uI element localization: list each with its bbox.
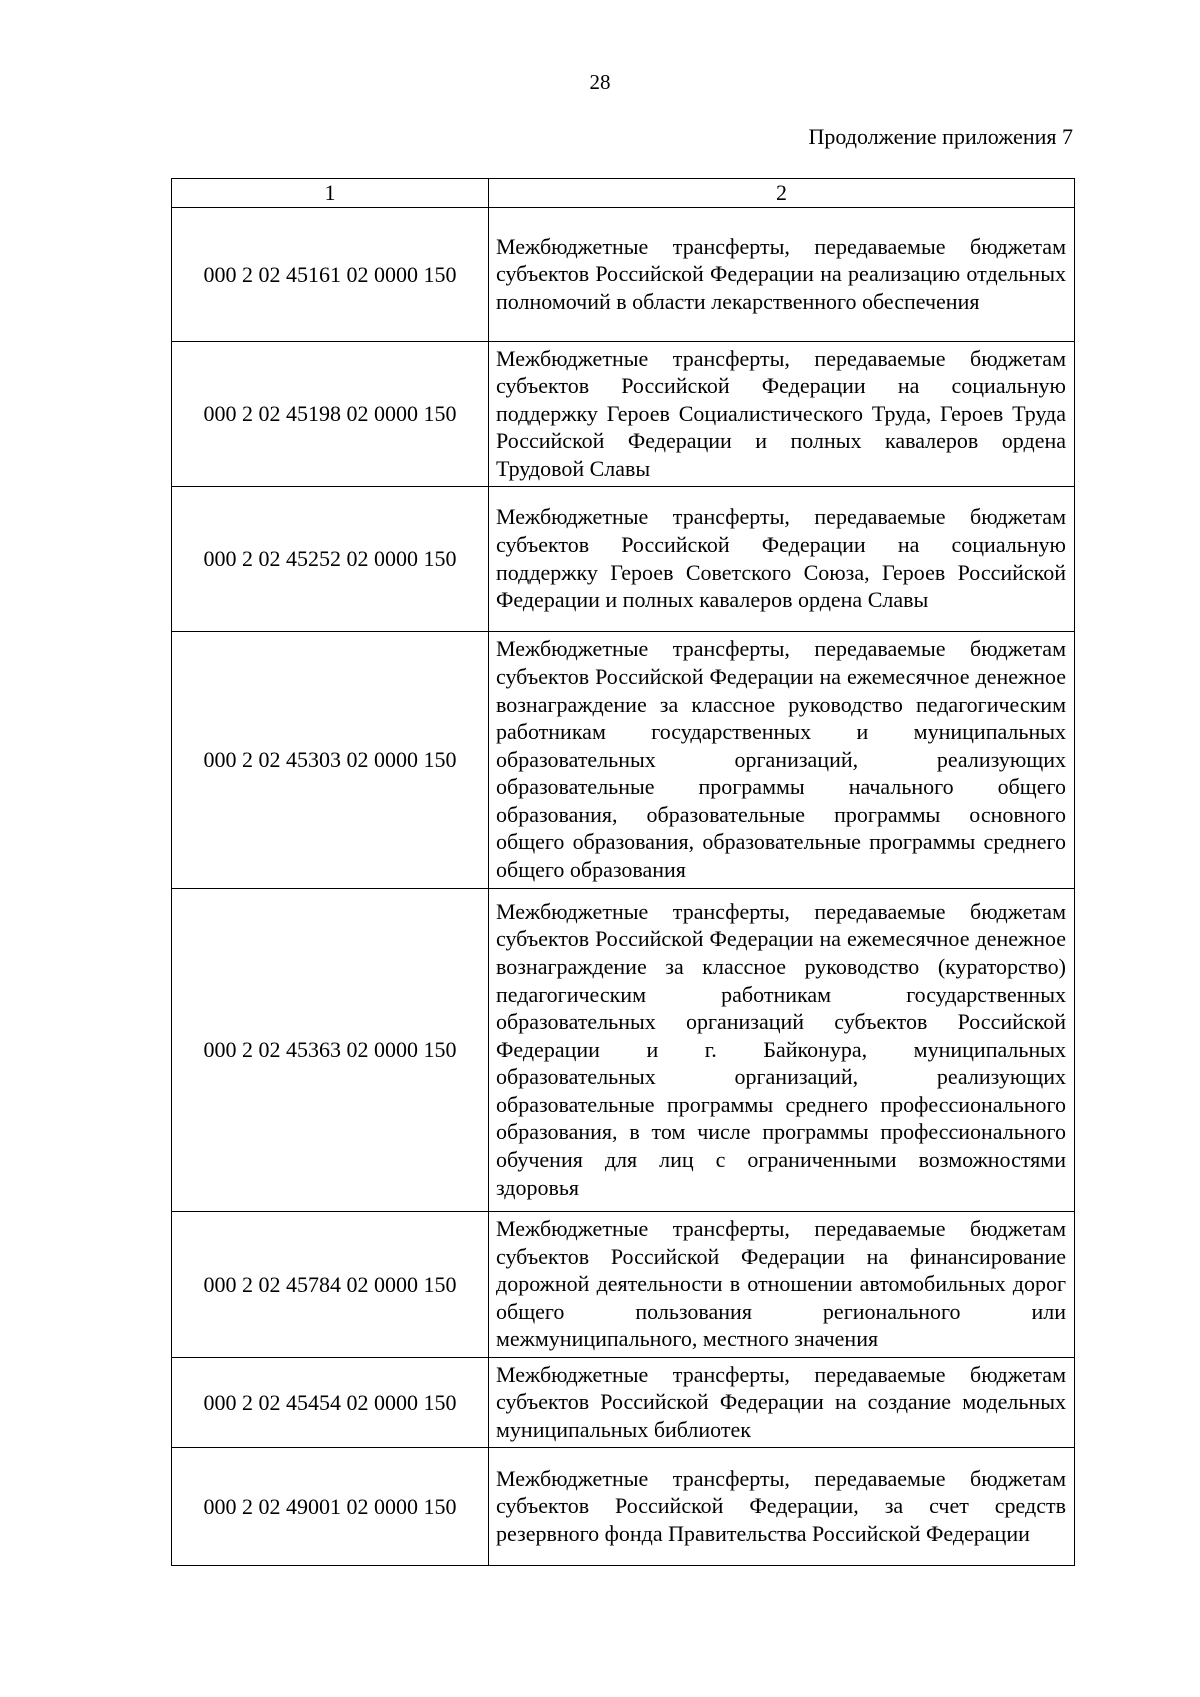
description-cell: Межбюджетные трансферты, передаваемые бюджетам субъектов Российской Федерации на социальную поддержку Героев Социалистического Труда, Героев Труда Российской Федерации и полных кавалеров ордена Трудовой Славы <box>489 342 1075 487</box>
budget-code-cell: 000 2 02 45363 02 0000 150 <box>172 889 489 1212</box>
budget-code-cell: 000 2 02 45784 02 0000 150 <box>172 1212 489 1358</box>
table-row <box>172 208 1075 342</box>
column-header-2: 2 <box>489 179 1075 208</box>
table-row <box>172 487 1075 632</box>
appendix-continuation-note: Продолжение приложения 7 <box>808 124 1073 149</box>
budget-code-cell: 000 2 02 45252 02 0000 150 <box>172 487 489 632</box>
description-cell: Межбюджетные трансферты, передаваемые бюджетам субъектов Российской Федерации на социальную поддержку Героев Советского Союза, Героев Российской Федерации и полных кавалеров ордена Славы <box>489 487 1075 632</box>
description-cell: Межбюджетные трансферты, передаваемые бюджетам субъектов Российской Федерации на ежемесячное денежное вознаграждение за классное руководство педагогическим работникам государственных и муниципальных образовательных организаций, реализующих образовательные программы начального общего образования, образовательные программы основного общего образования, образовательные программы среднего общего образования <box>489 632 1075 889</box>
table-row <box>172 1358 1075 1448</box>
table-header-row <box>172 179 1075 208</box>
table-row <box>172 1212 1075 1358</box>
budget-codes-table <box>171 178 1075 1566</box>
budget-code-cell: 000 2 02 45454 02 0000 150 <box>172 1358 489 1448</box>
page-number: 28 <box>589 70 611 94</box>
description-cell: Межбюджетные трансферты, передаваемые бюджетам субъектов Российской Федерации на реализацию отдельных полномочий в области лекарственного обеспечения <box>489 208 1075 342</box>
table-row <box>172 342 1075 487</box>
budget-code-cell: 000 2 02 45198 02 0000 150 <box>172 342 489 487</box>
description-cell: Межбюджетные трансферты, передаваемые бюджетам субъектов Российской Федерации, за счет средств резервного фонда Правительства Российской Федерации <box>489 1448 1075 1566</box>
description-cell: Межбюджетные трансферты, передаваемые бюджетам субъектов Российской Федерации на ежемесячное денежное вознаграждение за классное руководство (кураторство) педагогическим работникам государственных образовательных организаций субъектов Российской Федерации и г. Байконура, муниципальных образовательных организаций, реализующих образовательные программы среднего профессионального образования, в том числе программы профессионального обучения для лиц с ограниченными возможностями здоровья <box>489 889 1075 1212</box>
table-row <box>172 889 1075 1212</box>
column-header-1: 1 <box>172 179 489 208</box>
budget-code-cell: 000 2 02 45303 02 0000 150 <box>172 632 489 889</box>
table-row <box>172 1448 1075 1566</box>
budget-code-cell: 000 2 02 45161 02 0000 150 <box>172 208 489 342</box>
description-cell: Межбюджетные трансферты, передаваемые бюджетам субъектов Российской Федерации на финансирование дорожной деятельности в отношении автомобильных дорог общего пользования регионального или межмуниципального, местного значения <box>489 1212 1075 1358</box>
budget-code-cell: 000 2 02 49001 02 0000 150 <box>172 1448 489 1566</box>
table-row <box>172 632 1075 889</box>
description-cell: Межбюджетные трансферты, передаваемые бюджетам субъектов Российской Федерации на создание модельных муниципальных библиотек <box>489 1358 1075 1448</box>
